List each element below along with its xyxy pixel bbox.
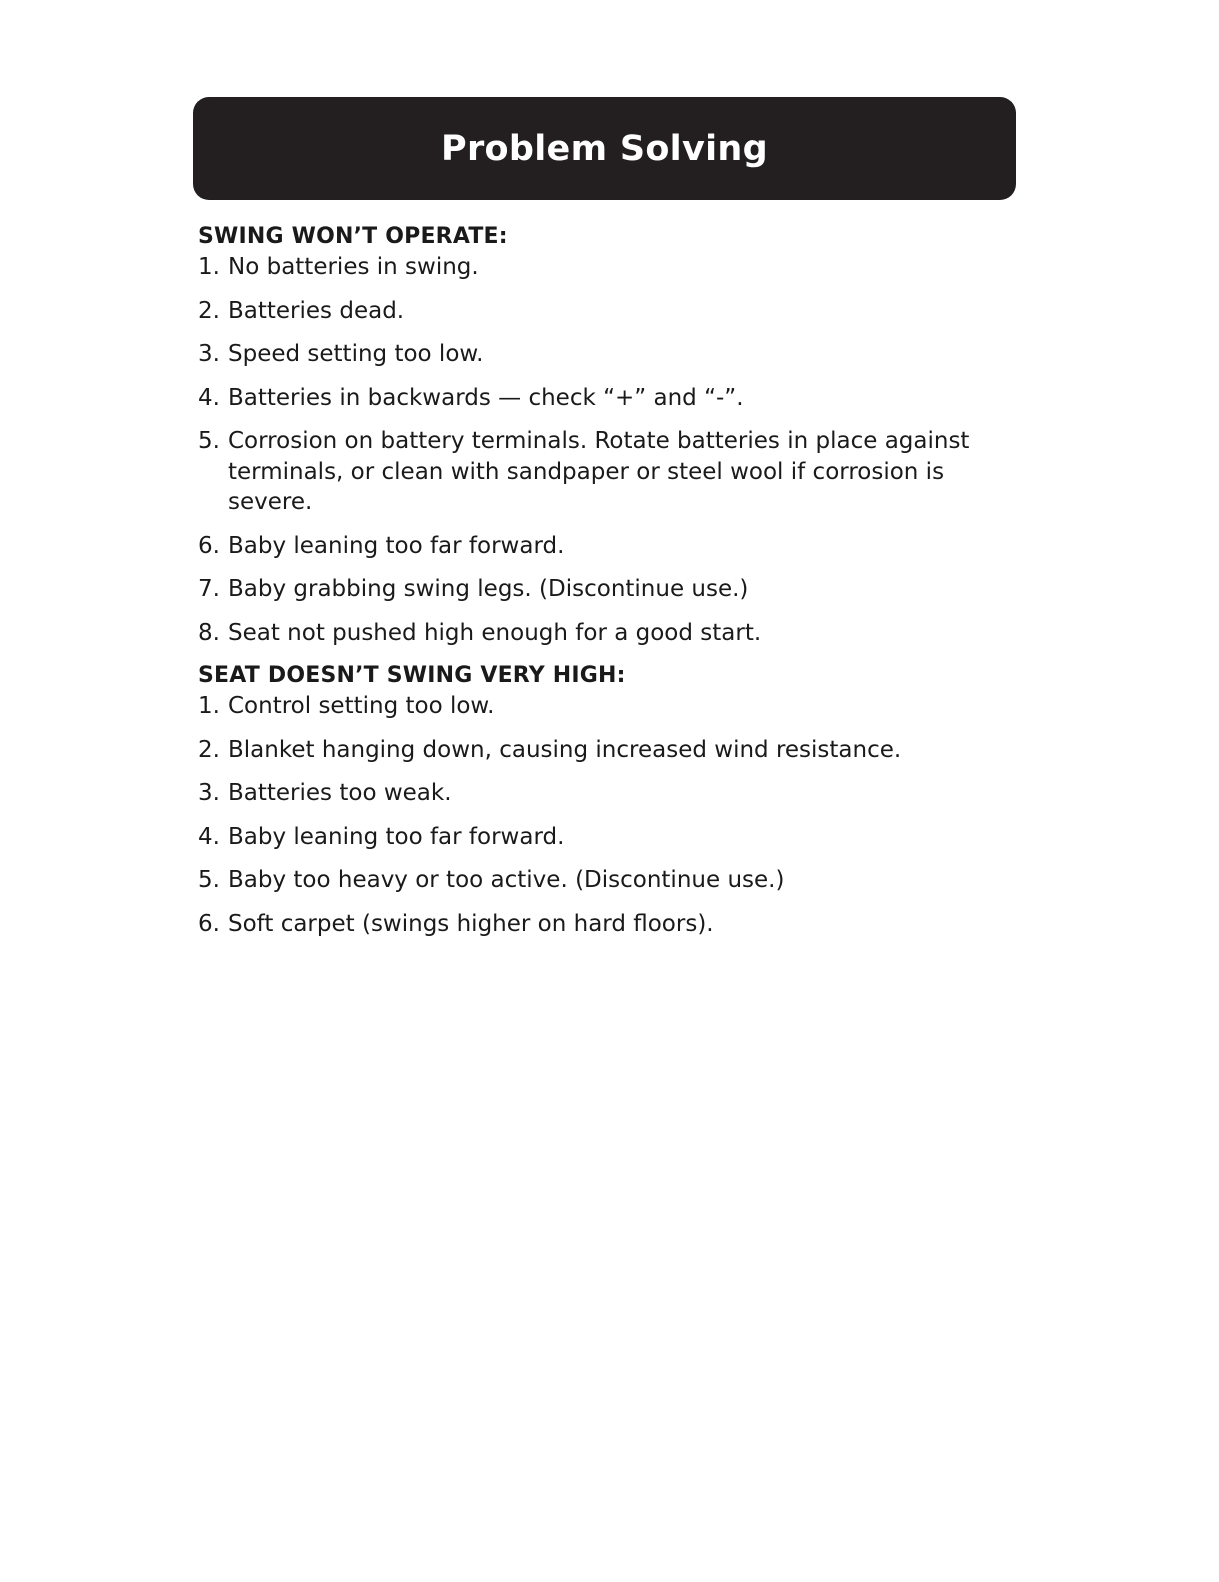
problem-solving-content xyxy=(198,222,978,952)
list-item xyxy=(198,865,978,896)
section-heading: SEAT DOESN’T SWING VERY HIGH: xyxy=(198,663,626,688)
list-item xyxy=(198,735,978,766)
list-item xyxy=(198,252,978,283)
section-swing-wont-operate xyxy=(198,222,978,648)
item-text: Speed setting too low. xyxy=(228,341,484,367)
item-number: 1. xyxy=(198,693,220,719)
list-item xyxy=(198,383,978,414)
list-item xyxy=(198,531,978,562)
item-number: 2. xyxy=(198,297,220,324)
item-text: Blanket hanging down, causing increased wind resistance. xyxy=(228,736,902,763)
item-text: Batteries dead. xyxy=(228,297,405,324)
page-title: Problem Solving xyxy=(441,128,768,169)
item-text: Baby leaning too far forward. xyxy=(228,823,565,850)
section-seat-doesnt-swing-high xyxy=(198,661,978,939)
list-item xyxy=(198,778,978,809)
item-text: Baby leaning too far forward. xyxy=(228,532,565,559)
item-text: Soft carpet (swings higher on hard floors). xyxy=(228,910,714,937)
item-number: 6. xyxy=(198,910,220,937)
item-number: 4. xyxy=(198,823,220,850)
item-text: Control setting too low. xyxy=(228,693,495,719)
list-item xyxy=(198,691,978,722)
item-text: Batteries in backwards — check “+” and “-”. xyxy=(228,384,744,411)
item-number: 1. xyxy=(198,254,220,280)
item-number: 8. xyxy=(198,619,220,646)
item-text: Corrosion on battery terminals. Rotate batteries in place against terminals, or clean with sandpaper or steel wool if corrosion is severe. xyxy=(228,428,970,515)
item-number: 7. xyxy=(198,576,220,602)
list-item xyxy=(198,822,978,853)
section-heading: SWING WON’T OPERATE: xyxy=(198,224,508,249)
problem-list xyxy=(198,252,978,648)
list-item xyxy=(198,618,978,649)
item-number: 3. xyxy=(198,780,220,806)
item-text: Batteries too weak. xyxy=(228,780,452,806)
item-number: 3. xyxy=(198,341,220,367)
item-text: Seat not pushed high enough for a good start. xyxy=(228,619,762,646)
list-item xyxy=(198,426,978,518)
item-number: 5. xyxy=(198,428,220,454)
list-item xyxy=(198,574,978,605)
item-text: No batteries in swing. xyxy=(228,254,479,280)
list-item xyxy=(198,296,978,327)
item-number: 2. xyxy=(198,736,220,763)
list-item xyxy=(198,339,978,370)
item-text: Baby too heavy or too active. (Discontinue use.) xyxy=(228,867,785,893)
problem-list xyxy=(198,691,978,939)
title-banner xyxy=(193,97,1016,200)
list-item xyxy=(198,909,978,940)
item-number: 5. xyxy=(198,867,220,893)
item-number: 6. xyxy=(198,532,220,559)
item-text: Baby grabbing swing legs. (Discontinue use.) xyxy=(228,576,749,602)
item-number: 4. xyxy=(198,384,220,411)
